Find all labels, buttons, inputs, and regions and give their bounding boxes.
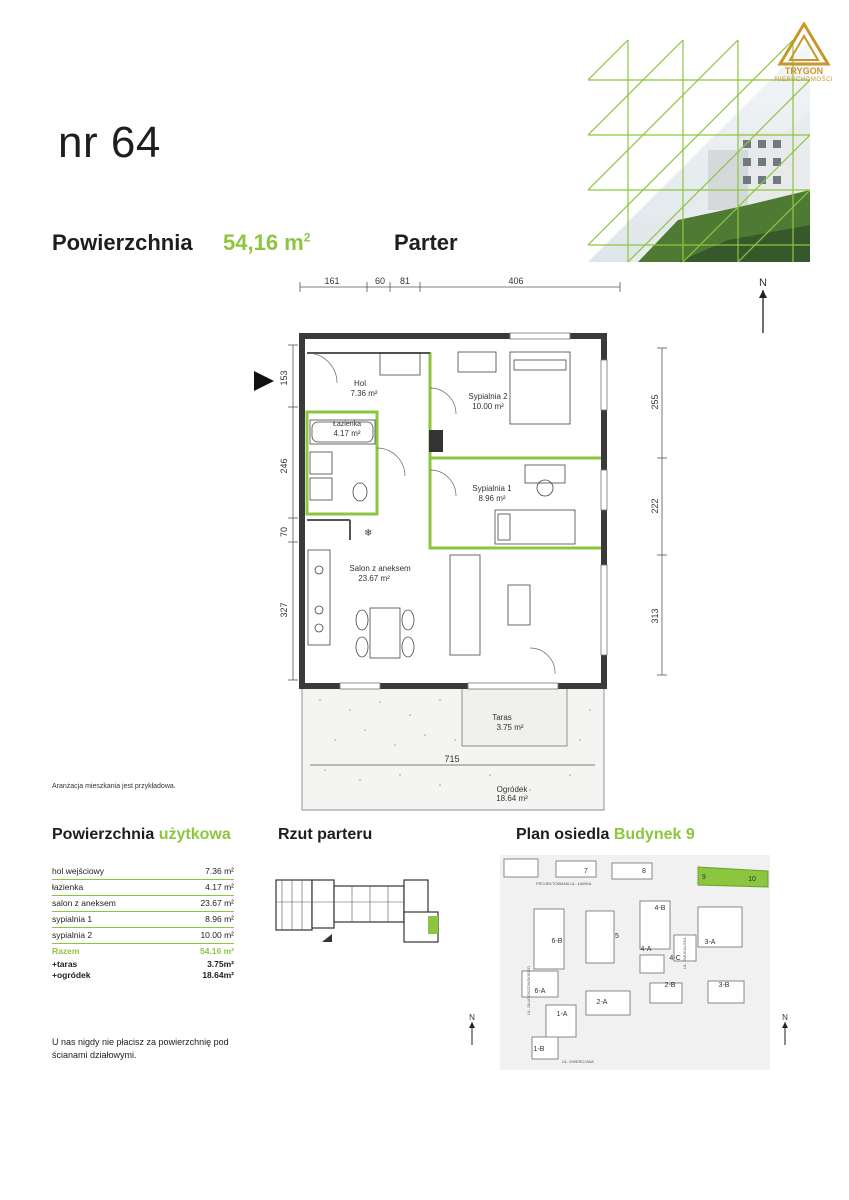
building-label: 3-B (718, 982, 730, 989)
dim-bottom: 715 (444, 754, 460, 764)
dim-right-2: 222 (650, 498, 660, 514)
area-label: Powierzchnia (52, 230, 193, 255)
street-label: PROJEKTOWANA UL. ŁAWKA (536, 881, 592, 886)
logo-subtitle: NIERUCHOMOŚCI (774, 77, 834, 83)
compass-right-icon (782, 1022, 788, 1045)
dim-right-1: 255 (650, 394, 660, 410)
dim-left-3: 70 (279, 526, 289, 538)
garden-name: Ogródek (496, 785, 528, 794)
building-9-highlight (698, 867, 768, 887)
dim-right-3: 313 (650, 608, 660, 624)
building-label: 3-A (704, 939, 716, 946)
area-unit-sup: 2 (303, 230, 311, 245)
entrance-arrow-icon (254, 371, 274, 391)
garden-area-value: 18.64 m² (496, 794, 528, 803)
room-name: hol wejściowy (52, 866, 104, 876)
dim-top-3: 81 (399, 276, 411, 286)
building-label: 5 (615, 933, 619, 940)
building-label: 8 (642, 868, 646, 875)
terrace-name: Taras (492, 713, 512, 722)
outer-walls (302, 336, 604, 686)
room-value: 8.96 m² (205, 914, 234, 924)
living-name: Salon z aneksem (349, 564, 411, 573)
extra-row (52, 959, 234, 970)
building-label: 4-A (640, 946, 652, 953)
street-label: UL. DWERCOWA (562, 1059, 594, 1064)
street-label: UL. DŁUGOSZOWSKIEGO (526, 966, 531, 1015)
extra-name: +taras (52, 959, 78, 969)
bedroom2-name: Sypialnia 2 (468, 392, 508, 401)
hall-name: Hol (353, 379, 367, 388)
extra-value: 3.75m² (207, 959, 234, 969)
usable-area-title (52, 826, 231, 844)
room-name: sypialnia 1 (52, 914, 93, 924)
table-row (52, 896, 234, 912)
bedroom2-area: 10.00 m² (472, 402, 504, 411)
room-value: 10.00 m² (200, 930, 234, 940)
room-name: łazienka (52, 882, 84, 892)
area-number: 54,16 m (223, 230, 304, 255)
building-label: 2-B (664, 982, 676, 989)
total-name: Razem (52, 946, 80, 956)
apartment-highlight (428, 916, 438, 934)
table-row (52, 864, 234, 880)
compass-arrow-icon (759, 290, 767, 333)
extra-name: +ogródek (52, 970, 91, 980)
table-row (52, 928, 234, 944)
living-area: 23.67 m² (358, 574, 390, 583)
building-label: 1-B (533, 1046, 545, 1053)
usable-title-accent: użytkowa (158, 826, 231, 843)
building-label: 10 (748, 876, 756, 883)
estate-plan-title (516, 826, 695, 844)
bathroom-name: Łazienka (332, 421, 362, 428)
dim-top-4: 406 (508, 276, 524, 286)
street-label: UL. SMUKALSKA (682, 937, 687, 969)
building-label: 4-C (669, 955, 681, 962)
room-value: 4.17 m² (205, 882, 234, 892)
table-row (52, 912, 234, 928)
room-name: salon z aneksem (52, 898, 116, 908)
total-row (52, 944, 234, 959)
room-area-table (52, 864, 234, 981)
room-name: sypialnia 2 (52, 930, 93, 940)
left-dimensions (288, 345, 298, 680)
building-label: 6-B (551, 938, 563, 945)
building-label: 7 (584, 868, 588, 875)
usable-title-main: Powierzchnia (52, 826, 155, 843)
apartment-number: nr 64 (58, 118, 161, 167)
compass-label: N (759, 277, 767, 289)
dim-left-4: 327 (279, 602, 289, 618)
bedroom1-name: Sypialnia 1 (472, 484, 512, 493)
ground-floor-title: Rzut parteru (278, 826, 373, 843)
total-value: 54.16 m² (199, 946, 234, 956)
dim-top-1: 161 (324, 276, 340, 286)
extra-value: 18.64m² (202, 970, 234, 980)
snowflake-icon: ❄ (364, 528, 373, 539)
hall-area: 7.36 m² (350, 389, 378, 398)
ground-floor-map (272, 872, 450, 952)
building-label: 1-A (556, 1011, 568, 1018)
floor-plan (240, 270, 800, 815)
bedroom1-area: 8.96 m² (478, 494, 506, 503)
building-label: 6-A (534, 988, 546, 995)
terrace-area (462, 688, 567, 746)
terrace-area-value: 3.75 m² (496, 723, 524, 732)
estate-title-main: Plan osiedla (516, 826, 610, 843)
compass-left-label: N (469, 1013, 475, 1022)
footnote: U nas nigdy nie płacisz za powierzchnię pod ścianami działowymi. (52, 1037, 229, 1060)
room-value: 23.67 m² (200, 898, 234, 908)
estate-title-accent: Budynek 9 (613, 826, 695, 843)
arrangement-note: Aranżacja mieszkania jest przykładowa. (52, 783, 176, 790)
floor-label: Parter (394, 230, 458, 255)
area-value (223, 230, 310, 256)
logo-name: TRYGON (784, 66, 824, 76)
top-dimensions (300, 282, 620, 292)
dim-top-2: 60 (374, 276, 386, 286)
compass-left-icon (469, 1022, 475, 1045)
room-value: 7.36 m² (205, 866, 234, 876)
bathroom-area: 4.17 m² (333, 429, 361, 438)
dim-left-2: 246 (279, 458, 289, 474)
dim-left-1: 153 (279, 370, 289, 386)
compass-right-label: N (782, 1013, 788, 1022)
trygon-logo-icon (768, 22, 840, 102)
building-label: 9 (702, 874, 706, 881)
extra-row (52, 970, 234, 981)
building-label: 4-B (654, 905, 666, 912)
table-row (52, 880, 234, 896)
estate-map (462, 845, 798, 1075)
building-label: 2-A (596, 999, 608, 1006)
